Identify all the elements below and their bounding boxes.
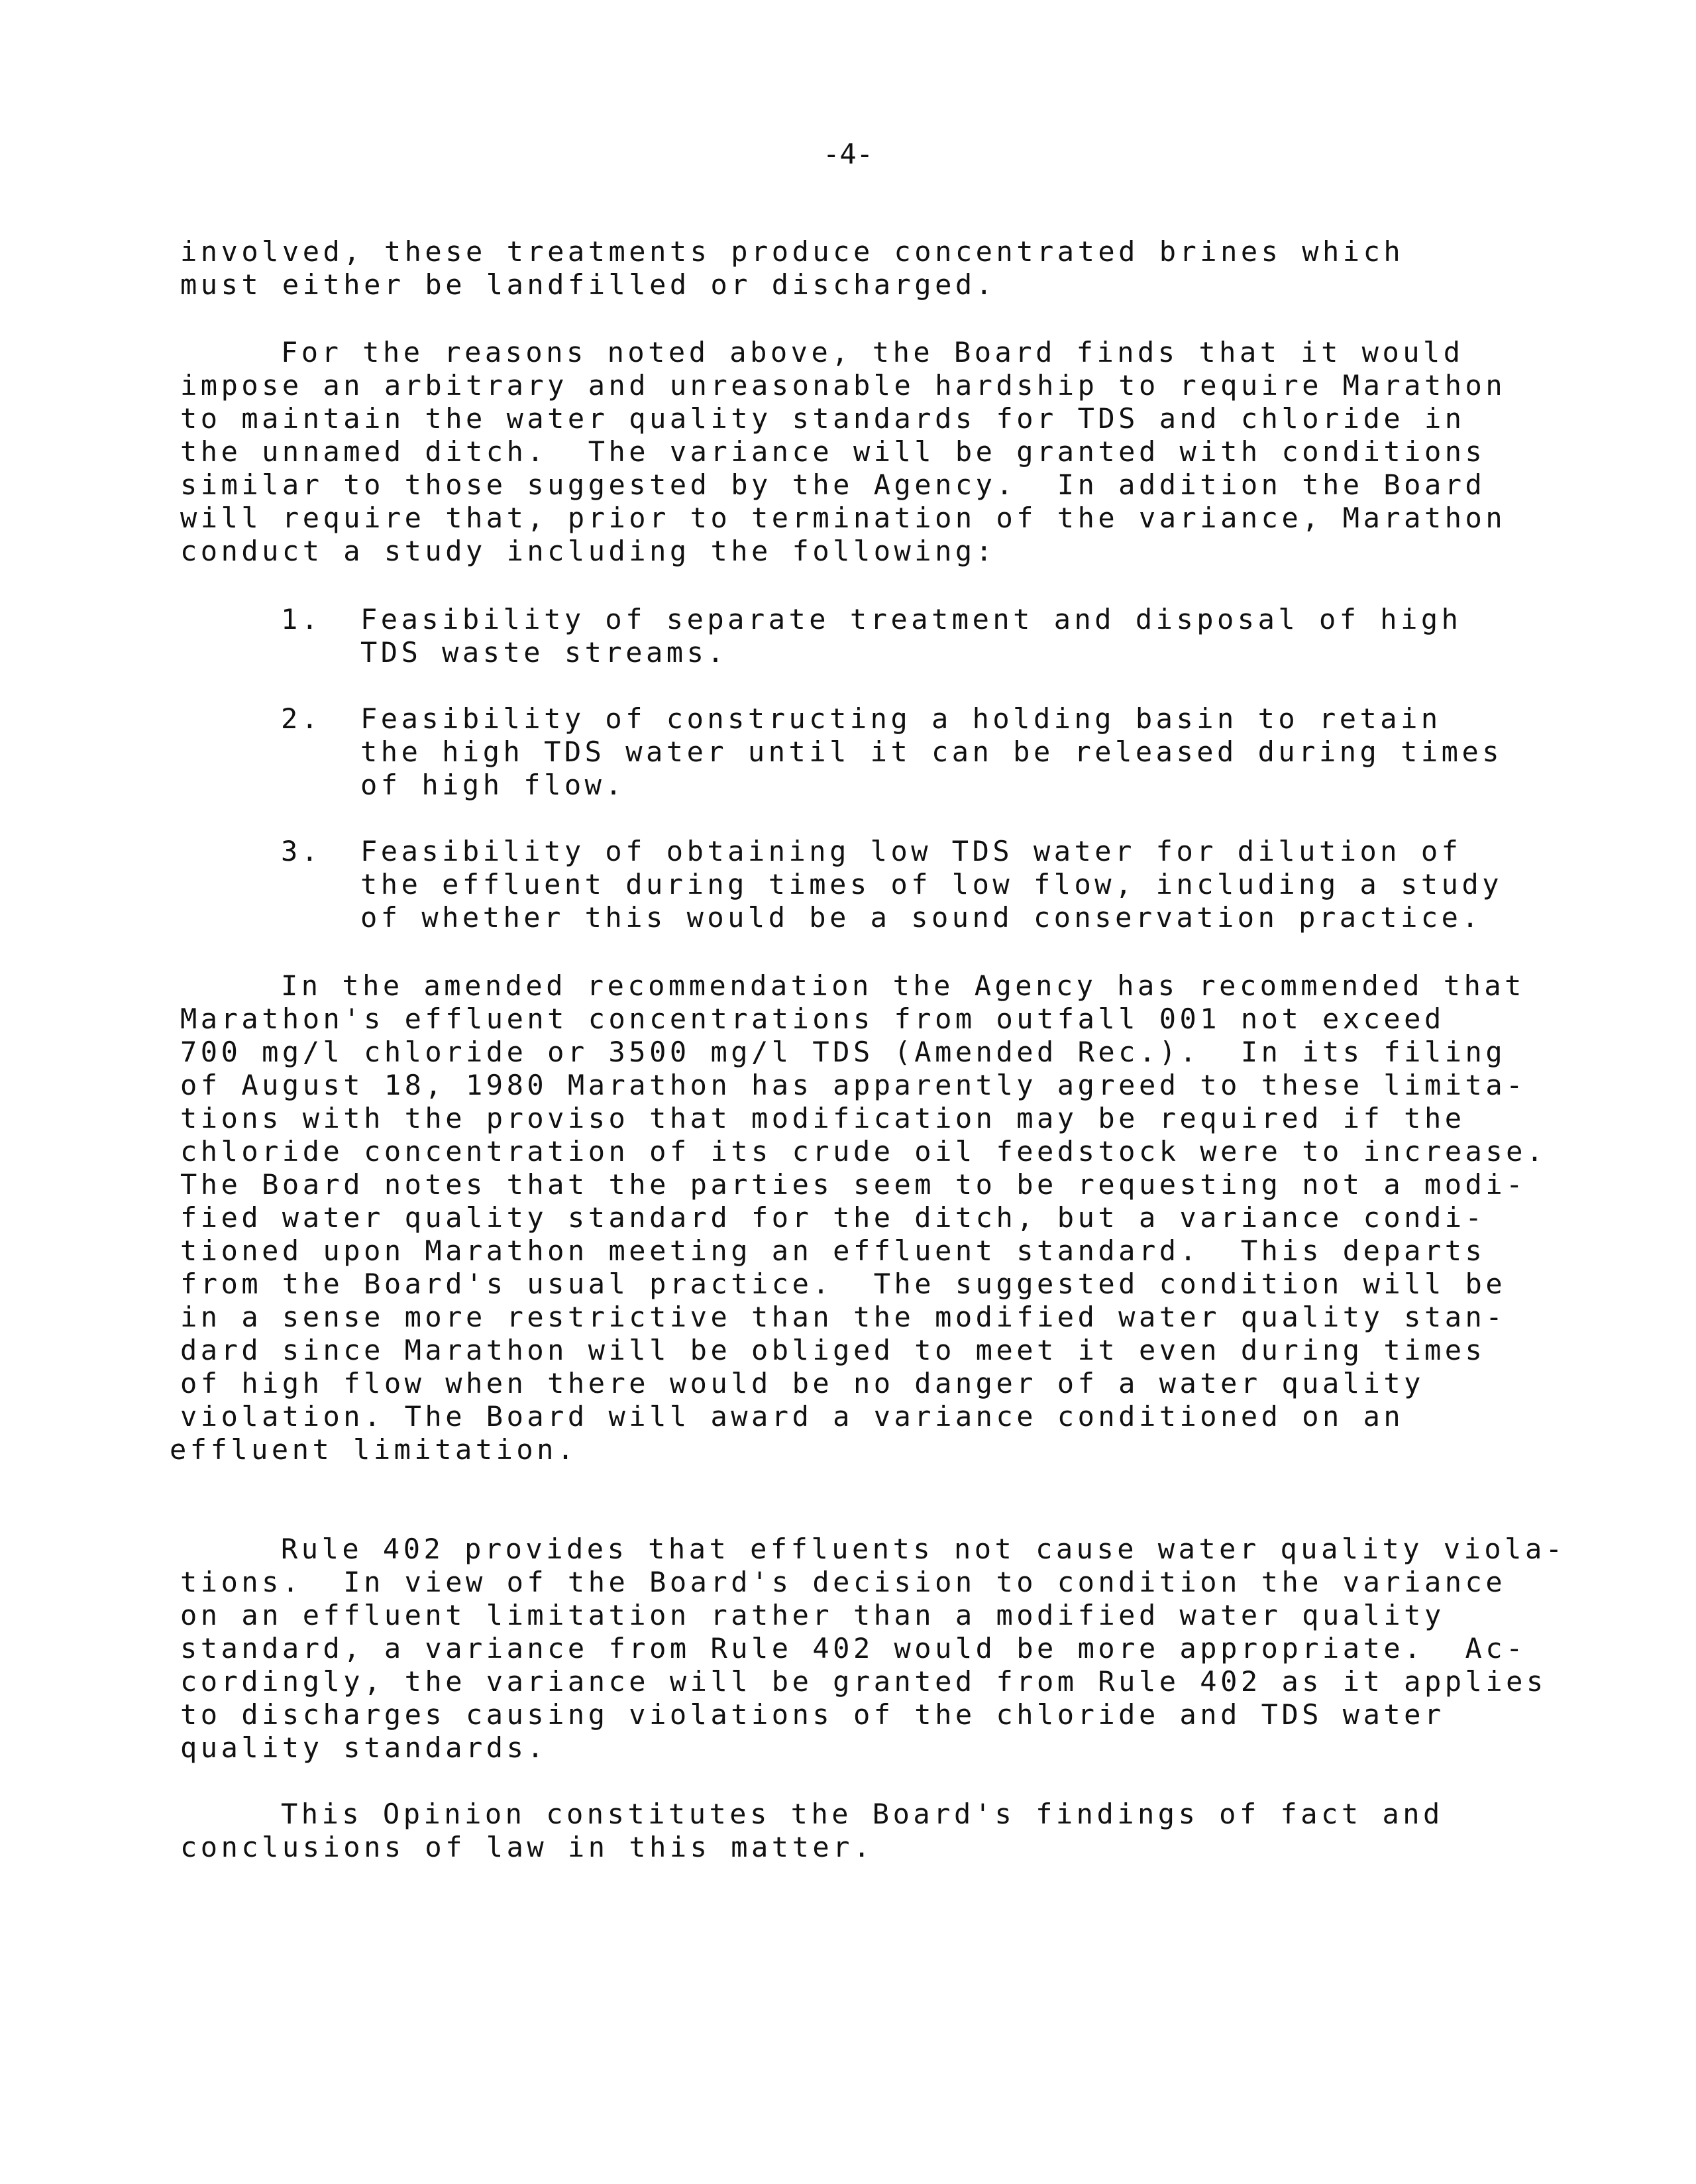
paragraph-4-line: cordingly, the variance will be granted from Rule 402 as it applies [180, 1665, 1547, 1698]
paragraph-2-line: the unnamed ditch. The variance will be granted with conditions [180, 435, 1486, 468]
study-item-line: the high TDS water until it can be released during times [360, 736, 1503, 768]
study-item-line: Feasibility of obtaining low TDS water for dilution of [360, 835, 1462, 867]
paragraph-3-line: of high flow when there would be no danger of a water quality [180, 1367, 1424, 1399]
paragraph-5-line: This Opinion constitutes the Board's findings of fact and [281, 1798, 1444, 1830]
paragraph-4-line: quality standards. [180, 1731, 548, 1764]
study-item-line: of high flow. [360, 769, 626, 801]
paragraph-2-line: impose an arbitrary and unreasonable hardship to require Marathon [180, 369, 1507, 402]
paragraph-3-line: from the Board's usual practice. The suggested condition will be [180, 1268, 1507, 1300]
study-item-number: 2. [281, 702, 322, 735]
paragraph-1-line: involved, these treatments produce concentrated brines which [180, 235, 1404, 268]
paragraph-4-line: Rule 402 provides that effluents not cause water quality viola- [281, 1533, 1566, 1565]
paragraph-2-line: For the reasons noted above, the Board finds that it would [281, 336, 1464, 368]
study-item-line: Feasibility of separate treatment and disposal of high [360, 603, 1462, 635]
paragraph-2-line: conduct a study including the following: [180, 535, 996, 567]
paragraph-3-line: in a sense more restrictive than the modified water quality stan- [180, 1301, 1507, 1333]
paragraph-3-line: fied water quality standard for the ditch, but a variance condi- [180, 1201, 1486, 1234]
paragraph-2-line: will require that, prior to termination of the variance, Marathon [180, 502, 1507, 534]
paragraph-2-line: to maintain the water quality standards for TDS and chloride in [180, 402, 1465, 435]
paragraph-4-line: to discharges causing violations of the chloride and TDS water [180, 1698, 1445, 1731]
paragraph-2-line: similar to those suggested by the Agency. In addition the Board [180, 468, 1486, 501]
study-item-line: Feasibility of constructing a holding basin to retain [360, 702, 1442, 735]
paragraph-3-line: chloride concentration of its crude oil feedstock were to increase. [180, 1135, 1547, 1168]
paragraph-4-line: tions. In view of the Board's decision to condition the variance [180, 1566, 1507, 1598]
paragraph-5-line: conclusions of law in this matter. [180, 1831, 874, 1863]
paragraph-3-line: In the amended recommendation the Agency has recommended that [281, 969, 1525, 1002]
study-item-number: 1. [281, 603, 322, 635]
paragraph-3-line: tions with the proviso that modification may be required if the [180, 1102, 1465, 1134]
paragraph-3-line: The Board notes that the parties seem to be requesting not a modi- [180, 1168, 1526, 1201]
study-item-line: of whether this would be a sound conservation practice. [360, 901, 1483, 934]
paragraph-4-line: on an effluent limitation rather than a modified water quality [180, 1599, 1445, 1631]
paragraph-3-line: violation. The Board will award a variance conditioned on an [180, 1400, 1404, 1433]
paragraph-3-line: 700 mg/l chloride or 3500 mg/l TDS (Amended Rec.). In its filing [180, 1036, 1507, 1068]
paragraph-4-line: standard, a variance from Rule 402 would be more appropriate. Ac- [180, 1632, 1526, 1665]
page-number: -4- [823, 138, 873, 170]
paragraph-1-line: must either be landfilled or discharged. [180, 268, 996, 301]
paragraph-3-line: Marathon's effluent concentrations from outfall 001 not exceed [180, 1003, 1445, 1035]
paragraph-3-line: effluent limitation. [170, 1433, 578, 1466]
paragraph-3-line: of August 18, 1980 Marathon has apparently agreed to these limita- [180, 1069, 1526, 1101]
study-item-line: the effluent during times of low flow, including a study [360, 868, 1503, 901]
paragraph-3-line: dard since Marathon will be obliged to meet it even during times [180, 1334, 1486, 1366]
study-item-number: 3. [281, 835, 322, 867]
study-item-line: TDS waste streams. [360, 636, 728, 669]
paragraph-3-line: tioned upon Marathon meeting an effluent standard. This departs [180, 1234, 1486, 1267]
